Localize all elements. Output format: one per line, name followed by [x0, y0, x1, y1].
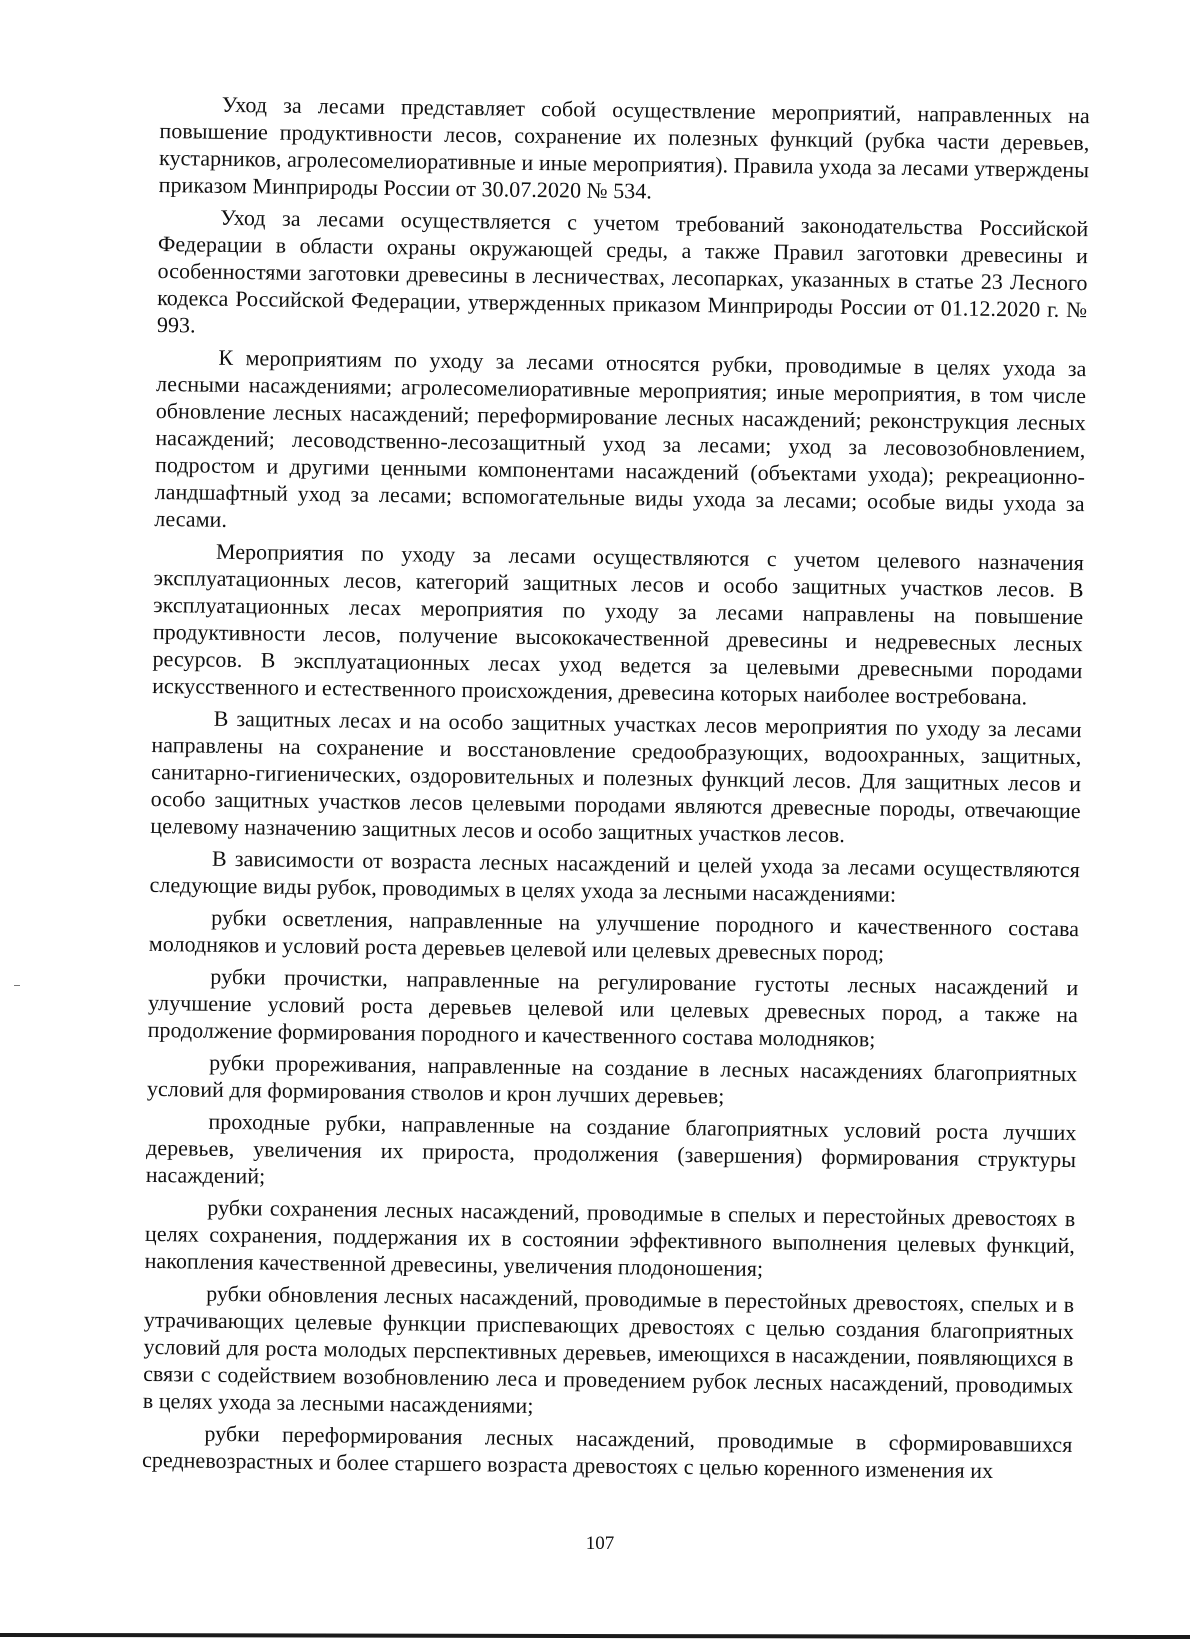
list-item: рубки сохранения лесных насаждений, проводимые в спелых и перестойных древостоях в целях сохранения, поддержания их в состоянии эффективного выполнения целевых функций, накопления качественной древесины, увеличения плодоношения;: [144, 1194, 1076, 1281]
paragraph: Уход за лесами представляет собой осуществление мероприятий, направленных на повышение продуктивности лесов, сохранение их полезных функций (рубка части деревьев, кустарников, агролесомелиоративные и иные мероприятия). Правила ухода за лесами утверждены приказом Минприроды России от 30.07.2020 № 534.: [158, 91, 1090, 204]
paragraph: В защитных лесах и на особо защитных участках лесов мероприятия по уходу за лесами направлены на сохранение и восстановление средообразующих, водоохранных, защитных, санитарно-гигиенических, оздоровительных и полезных функций лесов. Для защитных лесов и особо защитных участков лесов целевыми породами являются древесные породы, отвечающие целевому назначению защитных лесов и особо защитных участков лесов.: [150, 705, 1082, 848]
scan-margin-mark: [14, 985, 20, 986]
scan-bottom-edge: [0, 1633, 1190, 1639]
page-number: 107: [585, 1533, 615, 1554]
list-item: рубки переформирования лесных насаждений, проводимые в сформировавшихся средневозрастных и более старшего возраста древостоях с целью коренного изменения их: [141, 1420, 1073, 1484]
paragraph: В зависимости от возраста лесных насаждений и целей ухода за лесами осуществляются следующие виды рубок, проводимых в целях ухода за лесными насаждениями:: [149, 845, 1081, 907]
list-item: проходные рубки, направленные на создание благоприятных условий роста лучших деревьев, увеличения их прироста, продолжения (завершения) формирования структуры насаждений;: [145, 1108, 1077, 1189]
list-item: рубки прореживания, направленные на создание в лесных насаждениях благоприятных условий для формирования стволов и крон лучших деревьев;: [146, 1049, 1078, 1109]
list-item: рубки осветления, направленные на улучшение породного и качественного состава молодняков и условий роста деревьев целевой или целевых древесных пород;: [148, 904, 1080, 966]
paragraph: К мероприятиям по уходу за лесами относятся рубки, проводимые в целях ухода за лесными насаждениями; агролесомелиоративные мероприятия; иные мероприятия, в том числе обновление лесных насаждений; переформирование лесных насаждений; реконструкция лесных насаждений; лесоводственно-лесозащитный уход за лесами; уход за лесовозобновлением, подростом и другими ценными компонентами насаждений (объектами ухода); рекреационно-ландшафтный уход за лесами; вспомогательные виды ухода за лесами; особые виды ухода за лесами.: [154, 344, 1087, 532]
list-item: рубки обновления лесных насаждений, проводимые в перестойных древостоях, спелых и в утрачивающих целевые функции приспевающих древостоях с целью создания благоприятных условий для роста молодых перспективных деревьев, имеющихся в насаждении, появляющихся в связи с содействием возобновлению леса и проведением рубок лесных насаждений, проводимых в целях ухода за лесными насаждениями;: [142, 1280, 1075, 1418]
paragraph: Мероприятия по уходу за лесами осуществляются с учетом целевого назначения эксплуатационных лесов, категорий защитных лесов и особо защитных участков лесов. В эксплуатационных лесах мероприятия по уходу за лесами направлены на повышение продуктивности лесов, получение высококачественной древесины и недревесных лесных ресурсов. В эксплуатационных лесах уход ведется за целевыми древесными породами искусственного и естественного происхождения, древесина которых наиболее востребована.: [152, 538, 1085, 710]
document-page: [142, 90, 1090, 1490]
list-item: рубки прочистки, направленные на регулирование густоты лесных насаждений и улучшение условий роста деревьев целевой или целевых древесных пород, а также на продолжение формирования породного и качественного состава молодняков;: [147, 963, 1079, 1052]
paragraph: Уход за лесами осуществляется с учетом требований законодательства Российской Федерации в области охраны окружающей среды, а также Правил заготовки древесины и особенностями заготовки древесины в лесничествах, лесопарках, указанных в статье 23 Лесного кодекса Российской Федерации, утвержденных приказом Минприроды России от 01.12.2020 г. № 993.: [156, 204, 1089, 338]
